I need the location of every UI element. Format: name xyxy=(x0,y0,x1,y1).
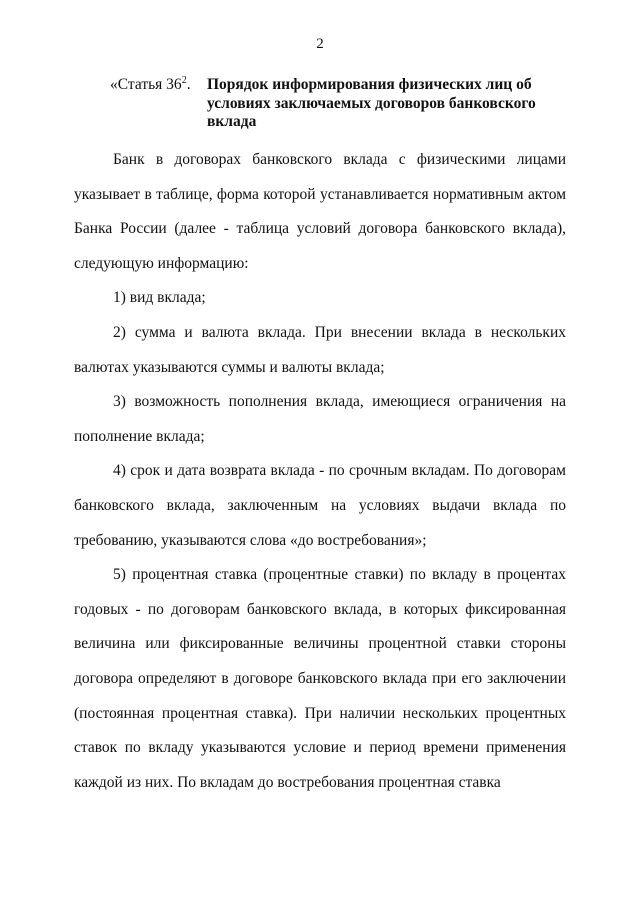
article-superscript: 2 xyxy=(181,74,187,86)
list-item-3: 3) возможность пополнения вклада, имеющиеся ограничения на пополнение вклада; xyxy=(74,393,566,445)
article-prefix: «Статья 36 xyxy=(110,76,182,93)
list-item-2: 2) сумма и валюта вклада. При внесении вклада в нескольких валютах указываются суммы и валюты вклада; xyxy=(74,323,566,376)
article-suffix: . xyxy=(186,76,191,93)
list-item-5: 5) процентная ставка (процентные ставки) по вкладу в процентах годовых - по договорам банковского вклада, в которых фиксированная величина или фиксированные величины процентной ставки стороны договора определяют в договоре банковского вклада при его заключении (постоянная процентная ставка). При наличии нескольких процентных ставок по вкладу указываются условие и период времени применения каждой из них. По вкладам до востребования процентная ставка xyxy=(74,566,566,791)
article-heading xyxy=(110,76,580,132)
paragraph-intro: Банк в договорах банковского вклада с физическими лицами указывает в таблице, форма которой устанавливается нормативным актом Банка России (далее - таблица условий договора банковского вклада), следующую информацию: xyxy=(74,151,566,272)
page-number: 2 xyxy=(316,36,324,52)
article-title: Порядок информирования физических лиц об условиях заключаемых договоров банковского вклада xyxy=(207,76,536,130)
article-number xyxy=(110,76,191,95)
article-body xyxy=(74,143,566,800)
list-item-1: 1) вид вклада; xyxy=(113,289,206,307)
list-item-4: 4) срок и дата возврата вклада - по срочным вкладам. По договорам банковского вклада, заключенным на условиях выдачи вклада по требованию, указываются слова «до востребования»; xyxy=(74,462,566,549)
